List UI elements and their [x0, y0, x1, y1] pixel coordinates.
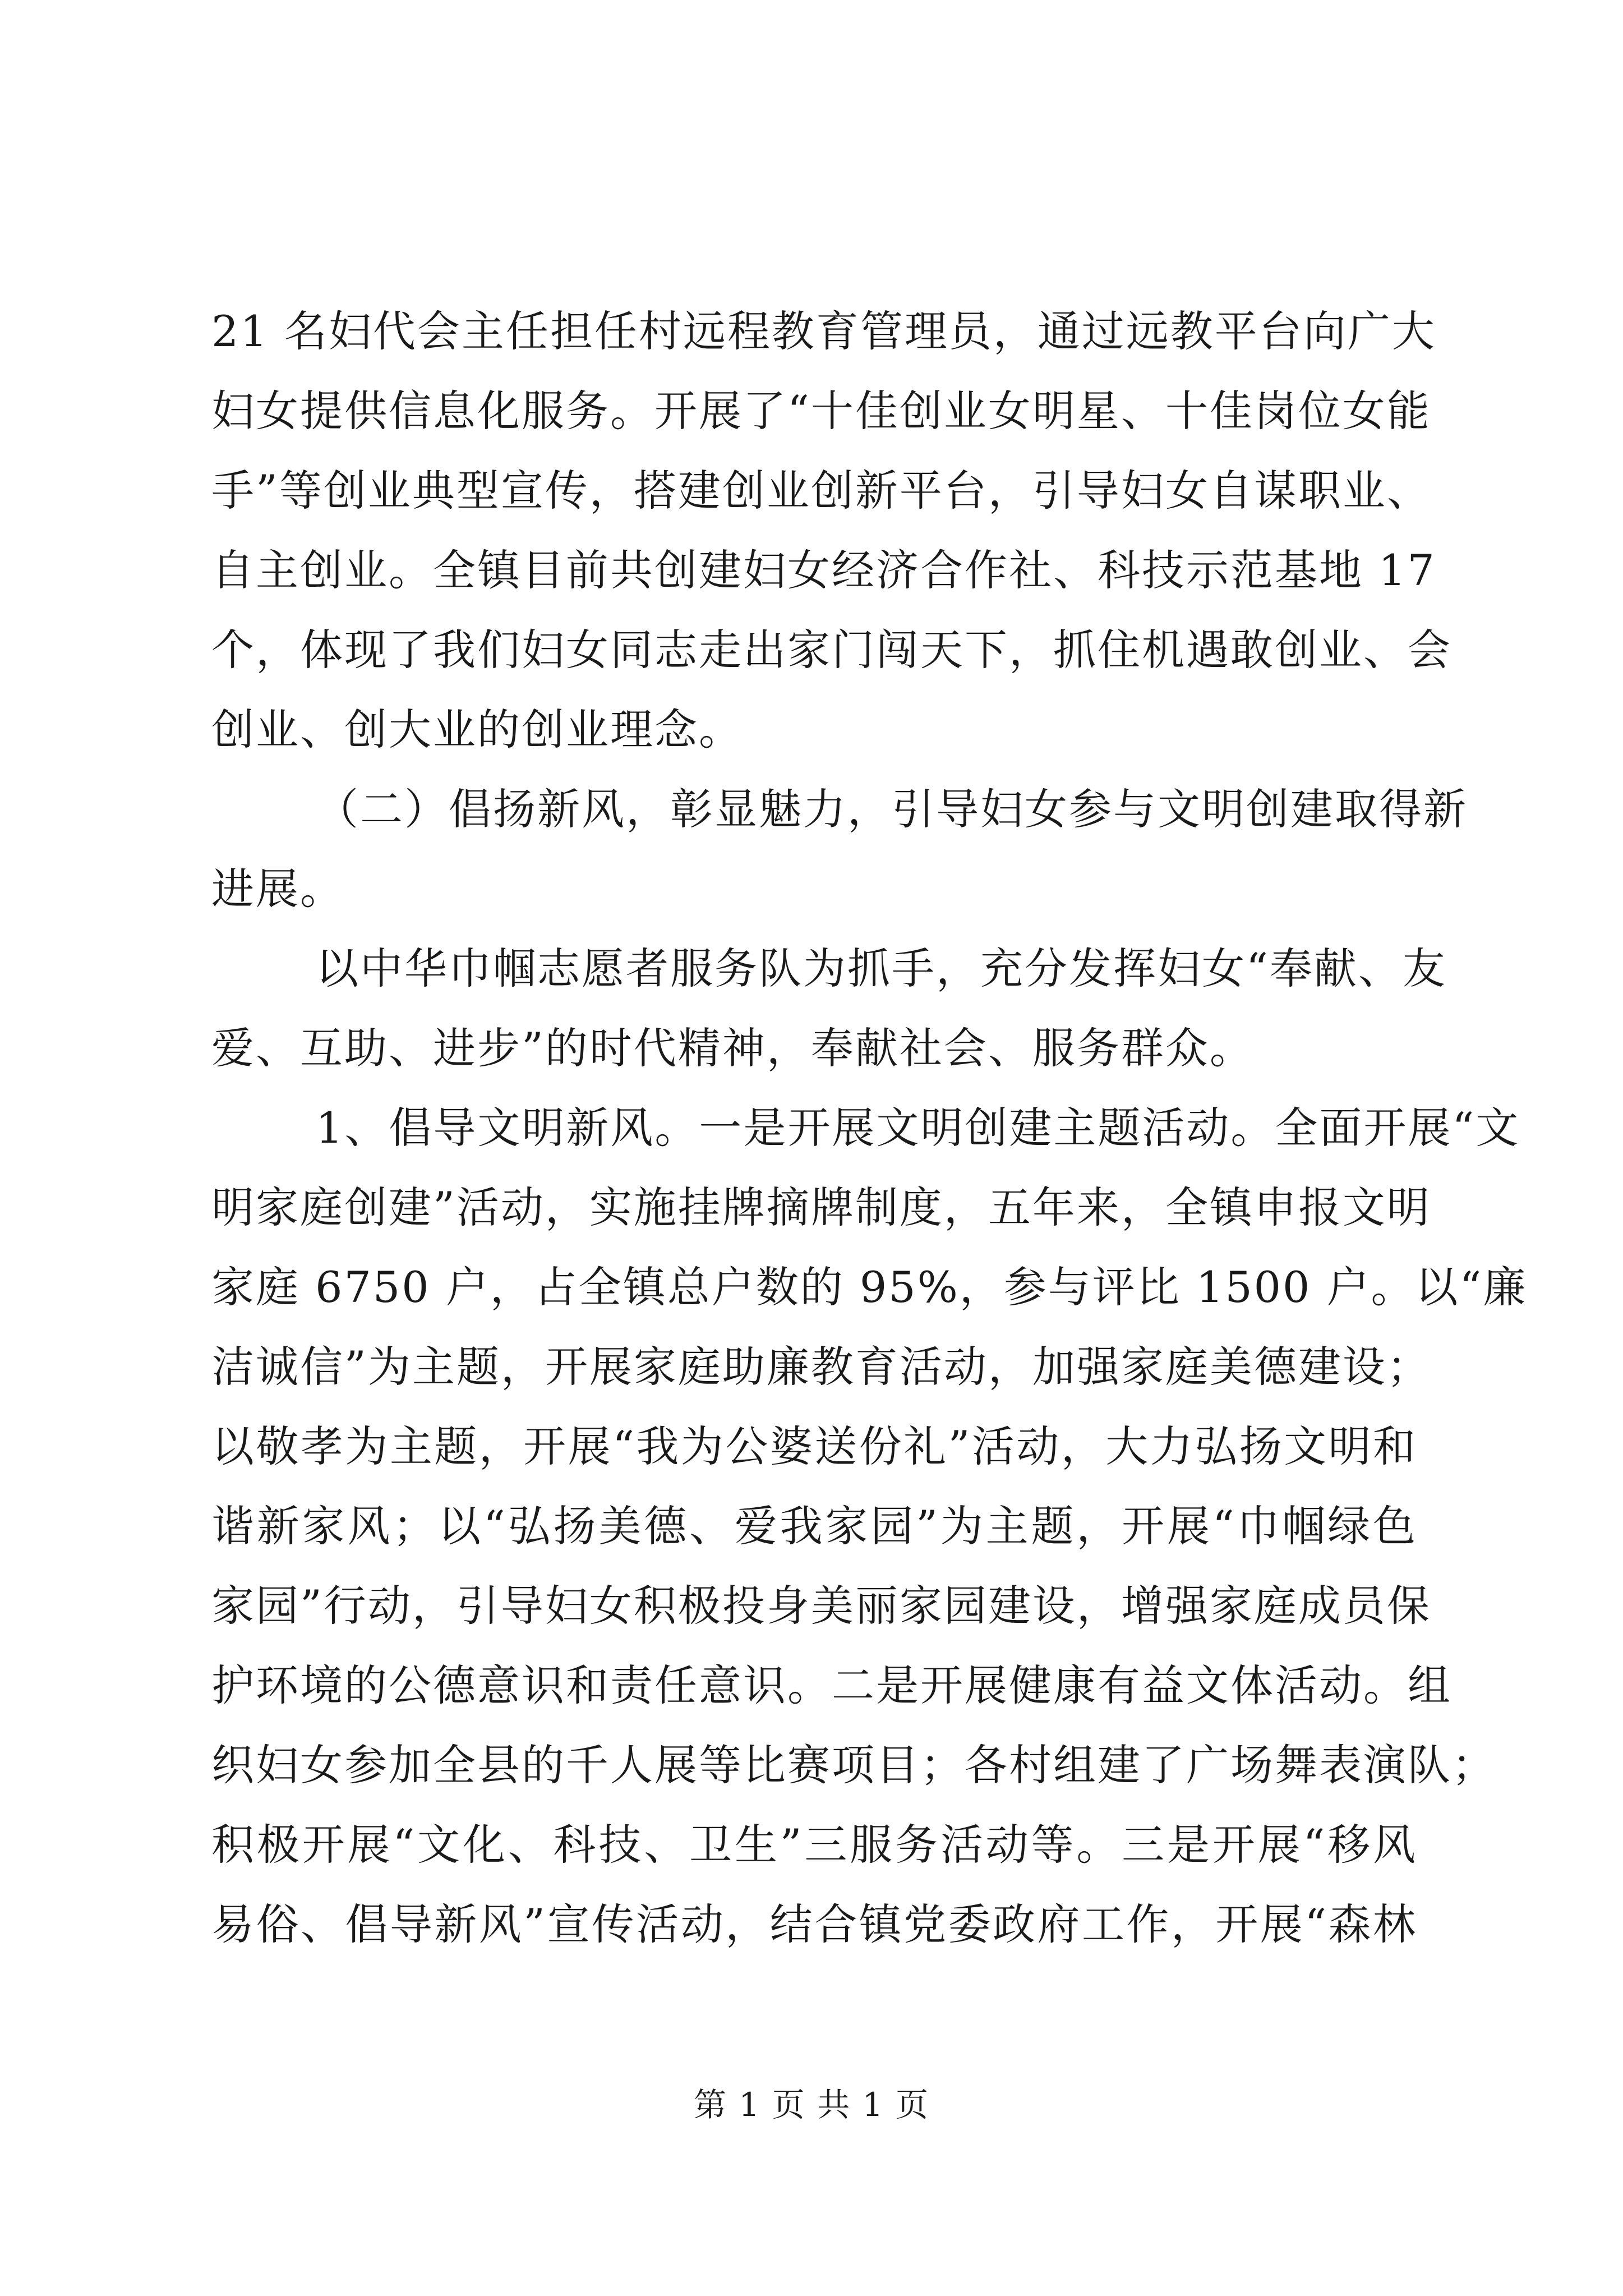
- body-line: 手”等创业典型宣传，搭建创业创新平台，引导妇女自谋职业、: [211, 466, 1431, 516]
- body-line: 谐新家风；以“弘扬美德、爱我家园”为主题，开展“巾帼绿色: [211, 1501, 1417, 1551]
- body-line: 易俗、倡导新风”宣传活动，结合镇党委政府工作，开展“森林: [211, 1899, 1417, 1949]
- body-line: 个，体现了我们妇女同志走出家门闯天下，抓住机遇敢创业、会: [211, 625, 1452, 675]
- body-line: 21 名妇代会主任担任村远程教育管理员，通过远教平台向广大: [211, 306, 1436, 356]
- body-line: 创业、创大业的创业理念。: [211, 705, 743, 754]
- body-line: 家庭 6750 户，占全镇总户数的 95%，参与评比 1500 户。以“廉: [211, 1262, 1528, 1312]
- body-line: 以敬孝为主题，开展“我为公婆送份礼”活动，大力弘扬文明和: [211, 1421, 1417, 1471]
- body-line: 爱、互助、进步”的时代精神，奉献社会、服务群众。: [211, 1023, 1254, 1073]
- body-line: 自主创业。全镇目前共创建妇女经济合作社、科技示范基地 17: [211, 545, 1436, 595]
- section-heading-line: 进展。: [211, 864, 344, 914]
- body-line: 家园”行动，引导妇女积极投身美丽家园建设，增强家庭成员保: [211, 1581, 1431, 1631]
- body-line: 积极开展“文化、科技、卫生”三服务活动等。三是开展“移风: [211, 1820, 1417, 1870]
- body-line: 织妇女参加全县的千人展等比赛项目；各村组建了广场舞表演队；: [211, 1740, 1496, 1790]
- document-body: [211, 292, 1528, 1964]
- page-number-label: 第 1 页 共 1 页: [694, 2086, 929, 2124]
- body-line: 以中华巾帼志愿者服务队为抓手，充分发挥妇女“奉献、友: [316, 944, 1447, 993]
- body-line: 妇女提供信息化服务。开展了“十佳创业女明星、十佳岗位女能: [211, 386, 1431, 436]
- page-footer: [0, 2082, 1623, 2127]
- section-heading-line: （二）倡扬新风，彰显魅力，引导妇女参与文明创建取得新: [316, 784, 1468, 834]
- body-line: 护环境的公德意识和责任意识。二是开展健康有益文体活动。组: [211, 1660, 1452, 1710]
- body-line: 1、倡导文明新风。一是开展文明创建主题活动。全面开展“文: [316, 1103, 1520, 1153]
- body-line: 洁诚信”为主题，开展家庭助廉教育活动，加强家庭美德建设；: [211, 1342, 1431, 1392]
- body-line: 明家庭创建”活动，实施挂牌摘牌制度，五年来，全镇申报文明: [211, 1182, 1431, 1232]
